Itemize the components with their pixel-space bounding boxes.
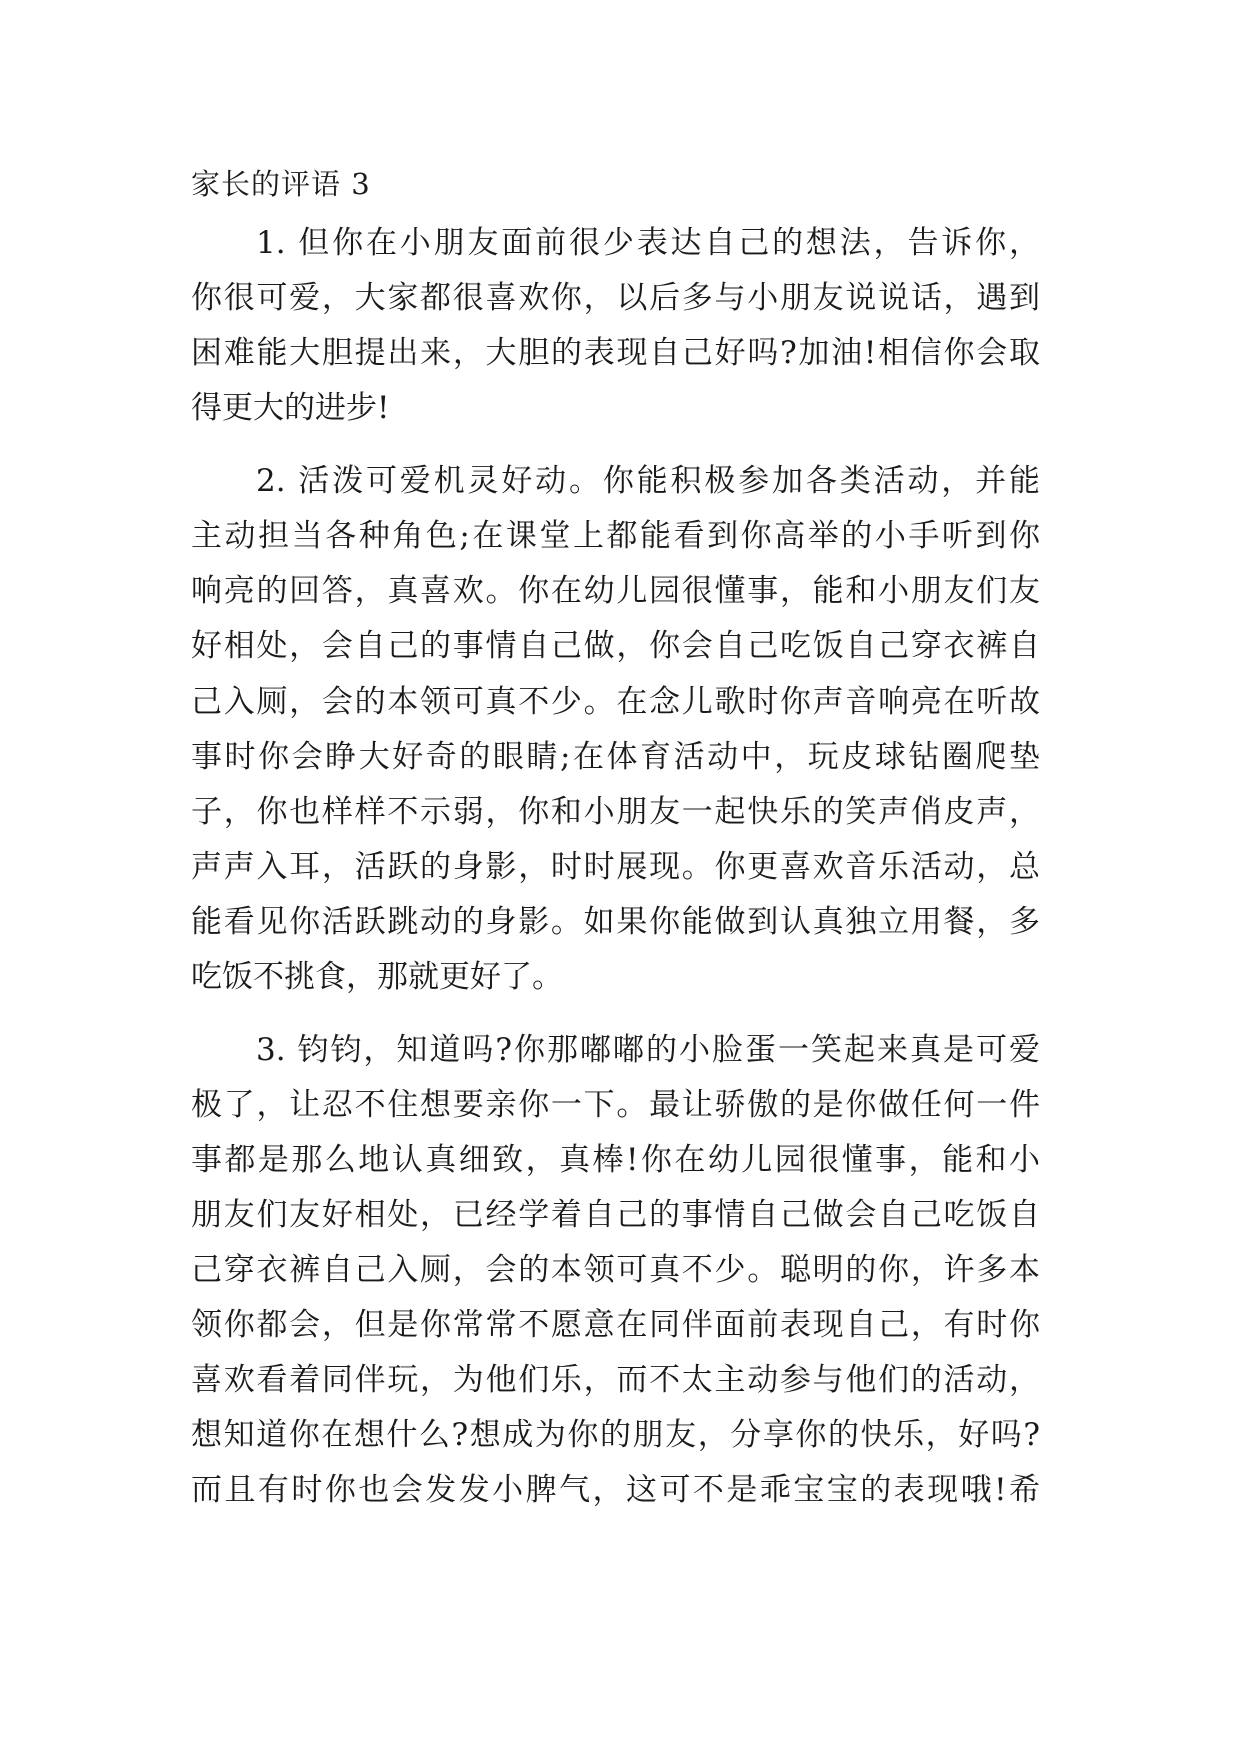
paragraph-2-line-9: 能看见你活跃跳动的身影。如果你能做到认真独立用餐，多 [191,904,1040,940]
paragraph-2-line-3: 响亮的回答，真喜欢。你在幼儿园很懂事，能和小朋友们友 [191,573,1040,609]
paragraph-3-line-7: 喜欢看着同伴玩，为他们乐，而不太主动参与他们的活动， [191,1362,1040,1398]
paragraph-2-line-1: 2. 活泼可爱机灵好动。你能积极参加各类活动，并能 [256,463,1040,499]
paragraph-1-line-1: 1. 但你在小朋友面前很少表达自己的想法，告诉你， [256,225,1040,261]
paragraph-3-line-2: 极了，让忍不住想要亲你一下。最让骄傲的是你做任何一件 [191,1087,1040,1123]
paragraph-2-line-7: 子，你也样样不示弱，你和小朋友一起快乐的笑声俏皮声， [191,794,1040,830]
paragraph-3-line-5: 己穿衣裤自己入厕，会的本领可真不少。聪明的你，许多本 [191,1252,1040,1288]
paragraph-1-line-3: 困难能大胆提出来，大胆的表现自己好吗?加油!相信你会取 [191,335,1040,371]
paragraph-3-line-4: 朋友们友好相处，已经学着自己的事情自己做会自己吃饭自 [191,1197,1040,1233]
paragraph-2-line-6: 事时你会睁大好奇的眼睛;在体育活动中，玩皮球钻圈爬垫 [191,739,1040,775]
paragraph-3-line-8: 想知道你在想什么?想成为你的朋友，分享你的快乐，好吗? [191,1417,1040,1453]
paragraph-1-line-2: 你很可爱，大家都很喜欢你，以后多与小朋友说说话，遇到 [191,280,1040,316]
document-title: 家长的评语 3 [191,167,371,201]
paragraph-3-line-9: 而且有时你也会发发小脾气，这可不是乖宝宝的表现哦!希 [191,1472,1040,1508]
paragraph-2-line-4: 好相处，会自己的事情自己做，你会自己吃饭自己穿衣裤自 [191,628,1040,664]
paragraph-2-line-8: 声声入耳，活跃的身影，时时展现。你更喜欢音乐活动，总 [191,849,1040,885]
paragraph-3-line-3: 事都是那么地认真细致，真棒!你在幼儿园很懂事，能和小 [191,1142,1040,1178]
paragraph-1-line-4: 得更大的进步! [191,390,390,426]
paragraph-3-line-6: 领你都会，但是你常常不愿意在同伴面前表现自己，有时你 [191,1307,1040,1343]
paragraph-3-line-1: 3. 钧钧，知道吗?你那嘟嘟的小脸蛋一笑起来真是可爱 [256,1032,1040,1068]
paragraph-2-line-10: 吃饭不挑食，那就更好了。 [191,959,563,995]
paragraph-2-line-5: 己入厕，会的本领可真不少。在念儿歌时你声音响亮在听故 [191,684,1040,720]
paragraph-2-line-2: 主动担当各种角色;在课堂上都能看到你高举的小手听到你 [191,518,1040,554]
